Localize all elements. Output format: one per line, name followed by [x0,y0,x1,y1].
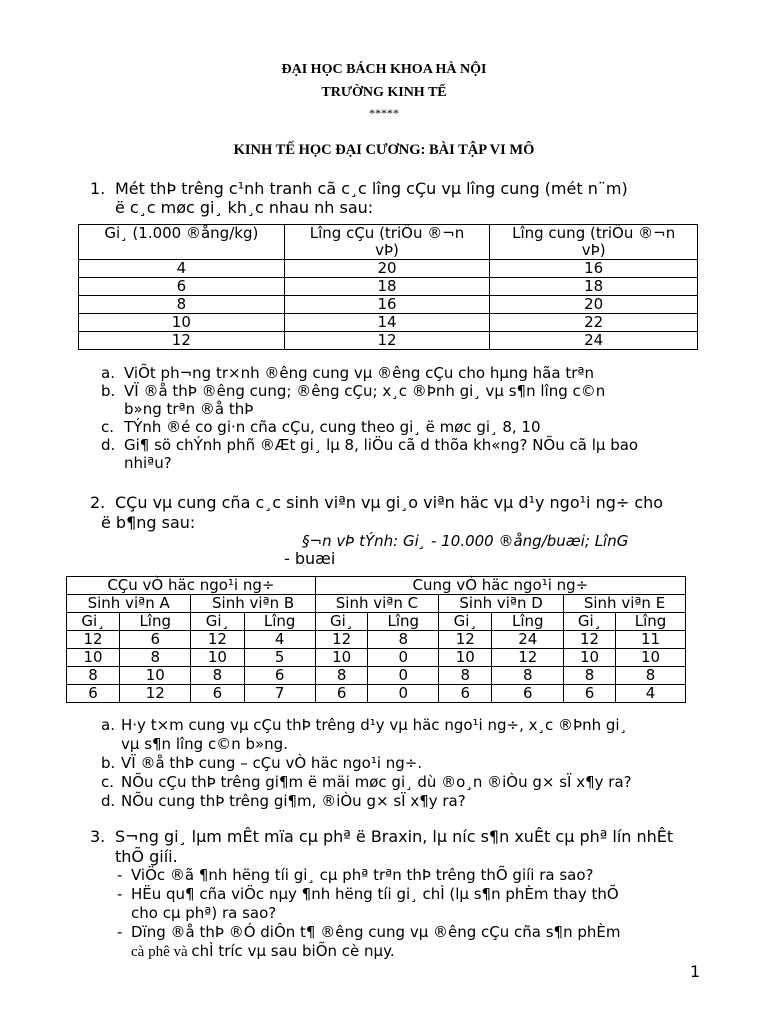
table-cell: 18 [284,278,490,296]
table-row [67,631,686,649]
q2-group-header: Cung vÒ häc ngo¹i ng÷ [315,577,685,595]
q2-table [66,576,686,703]
table-cell: 8 [492,667,564,685]
table-cell: 6 [492,685,564,703]
part-text: nhiªu? [124,454,172,472]
q1-table-header-cell [79,225,285,260]
q2-group-header: CÇu vÒ häc ngo¹i ng÷ [67,577,316,595]
table-cell: 6 [79,278,285,296]
table-cell: 0 [368,667,439,685]
table-cell: 4 [616,685,686,703]
part-label: d. [101,436,116,454]
page-number: 1 [690,962,701,981]
table-cell: 0 [368,649,439,667]
part-text: b»ng trªn ®å thÞ [124,400,254,418]
table-row [67,667,686,685]
q2-line2: ë b¶ng sau: [101,513,196,532]
table-cell: 8 [616,667,686,685]
table-cell: 20 [284,260,490,278]
table-cell: 20 [490,296,698,314]
table-cell: 0 [368,685,439,703]
table-cell: 16 [490,260,698,278]
q2-sub-header: Lîng [120,613,191,631]
bullet-text: cho cµ phª) ra sao? [131,904,277,922]
table-cell: 8 [67,667,120,685]
table-row [67,649,686,667]
table-cell: 10 [616,649,686,667]
table-cell: 16 [284,296,490,314]
part-text: NÕu cÇu thÞ trêng gi¶m ë mäi møc gi¸ dù ®o¸n ®iÒu g× sÏ x¶y ra? [121,773,632,791]
q1-header-text: vÞ) [581,241,606,259]
q1-header-text: Lîng cung (triÖu ®¬n [512,224,676,242]
table-cell: 14 [284,314,490,332]
q3-line1: S¬ng gi¸ lµm mÊt mïa cµ phª ë Braxin, lµ níc s¶n xuÊt cµ phª lín nhÊt [115,827,674,846]
bullet-text: ViÖc ®ã ¶nh hëng tíi gi¸ cµ phª trªn thÞ trêng thÕ giíi ra sao? [131,866,594,884]
table-cell: 8 [120,649,191,667]
table-cell: 12 [315,631,368,649]
table-cell: 12 [120,685,191,703]
table-cell: 8 [315,667,368,685]
q2-student-header: Sinh viªn E [564,595,686,613]
q2-sub-header: Gi¸ [191,613,244,631]
bullet-mark: - [117,885,123,903]
table-cell: 10 [120,667,191,685]
university-name: ĐẠI HỌC BÁCH KHOA HÀ NỘI [281,62,487,77]
part-text: vµ s¶n lîng c©n b»ng. [121,735,288,753]
table-cell: 12 [284,332,490,350]
q2-number: 2. [90,493,106,512]
q1-number: 1. [90,179,106,198]
table-cell: 7 [244,685,315,703]
q1-table-header-cell [284,225,490,260]
part-label: a. [101,364,115,382]
q1-header-text: vÞ) [375,241,399,259]
q2-sub-header-row [67,613,686,631]
q1-line2: ë c¸c møc gi¸ kh¸c nhau nh sau: [115,198,374,217]
part-label: d. [101,792,116,810]
q2-sub-header: Lîng [492,613,564,631]
q1-header-text: Gi¸ (1.000 ®ång/kg) [104,224,259,242]
q2-line1: CÇu vµ cung cña c¸c sinh viªn vµ gi¸o viªn häc vµ d¹y ngo¹i ng÷ cho [115,493,664,512]
q2-sub-header: Gi¸ [439,613,492,631]
part-label: c. [101,773,115,791]
part-label: c. [101,418,115,436]
bullet-mark: - [117,923,123,941]
q1-header-text: Lîng cÇu (triÖu ®¬n [309,224,465,242]
q2-student-header: Sinh viªn D [439,595,564,613]
table-cell: 8 [564,667,616,685]
q2-sub-header: Gi¸ [67,613,120,631]
table-cell: 12 [67,631,120,649]
table-cell: 10 [79,314,285,332]
table-cell: 10 [439,649,492,667]
table-cell: 11 [616,631,686,649]
part-text: H·y t×m cung vµ cÇu thÞ trêng d¹y vµ häc ngo¹i ng÷, x¸c ®Þnh gi¸ [121,716,628,734]
table-row [79,314,698,332]
q1-table [78,224,698,350]
part-text: TÝnh ®é co gi·n cña cÇu, cung theo gi¸ ë møc gi¸ 8, 10 [124,418,541,436]
q3-number: 3. [90,827,106,846]
table-row [79,332,698,350]
q1-table-header-row [79,225,698,260]
table-cell: 5 [244,649,315,667]
part-label: b. [101,754,116,772]
table-cell: 6 [191,685,244,703]
q3-line2: thÕ giíi. [115,847,178,866]
table-cell: 4 [79,260,285,278]
q2-unit-line1: §¬n vÞ tÝnh: Gi¸ - 10.000 ®ång/buæi; LînG [302,532,629,550]
table-row [79,296,698,314]
part-label: b. [101,382,116,400]
table-cell: 12 [79,332,285,350]
table-cell: 10 [191,649,244,667]
q2-sub-header: Lîng [368,613,439,631]
table-cell: 8 [439,667,492,685]
q2-unit-line2: - buæi [284,549,336,568]
table-cell: 12 [191,631,244,649]
table-cell: 6 [315,685,368,703]
part-text: Gi¶ sö chÝnh phñ ®Æt gi¸ lµ 8, liÖu cã d thõa kh«ng? NÕu cã lµ bao [124,436,639,454]
table-cell: 8 [79,296,285,314]
table-cell: 6 [439,685,492,703]
course-title: KINH TẾ HỌC ĐẠI CƯƠNG: BÀI TẬP VI MÔ [233,142,535,158]
table-cell: 6 [244,667,315,685]
table-cell: 8 [368,631,439,649]
table-cell: 24 [492,631,564,649]
table-cell: 8 [191,667,244,685]
q2-sub-header: Lîng [244,613,315,631]
part-text: NÕu cung thÞ trêng gi¶m, ®iÒu g× sÏ x¶y ra? [121,792,466,810]
table-row [79,260,698,278]
bullet-mark: - [117,866,123,884]
table-cell: 4 [244,631,315,649]
header-stars: ***** [369,106,399,120]
table-cell: 6 [120,631,191,649]
q2-student-header: Sinh viªn C [315,595,438,613]
q2-group-header-row [67,577,686,595]
q2-sub-header: Lîng [616,613,686,631]
table-cell: 24 [490,332,698,350]
q2-sub-header: Gi¸ [564,613,616,631]
table-cell: 22 [490,314,698,332]
bullet-text: Dïng ®å thÞ ®Ó diÔn t¶ ®êng cung vµ ®êng cÇu cña s¶n phÈm [131,923,621,941]
serif-prefix: cà phê và [131,944,192,960]
bullet-rest: chÌ tríc vµ sau biÕn cè nµy. [191,942,395,960]
table-row [67,685,686,703]
table-cell: 18 [490,278,698,296]
part-text: ViÕt ph¬ng tr×nh ®êng cung vµ ®êng cÇu cho hµng hãa trªn [124,364,594,382]
table-cell: 12 [564,631,616,649]
bullet-text: HËu qu¶ cña viÖc nµy ¶nh hëng tíi gi¸ chÌ (lµ s¶n phÈm thay thÕ [131,885,619,903]
table-cell: 10 [67,649,120,667]
school-name: TRƯỜNG KINH TẾ [321,85,447,100]
table-cell: 10 [564,649,616,667]
bullet-text-last [131,942,395,961]
table-cell: 12 [439,631,492,649]
q2-student-header: Sinh viªn B [191,595,315,613]
table-row [79,278,698,296]
part-label: a. [101,716,115,734]
part-text: VÏ ®å thÞ cung – cÇu vÒ häc ngo¹i ng÷. [121,754,423,772]
q2-student-header: Sinh viªn A [67,595,191,613]
table-cell: 6 [67,685,120,703]
q1-line1: Mét thÞ trêng c¹nh tranh cã c¸c lîng cÇu vµ lîng cung (mét n¨m) [115,179,628,198]
table-cell: 10 [315,649,368,667]
q1-table-header-cell [490,225,698,260]
q2-sub-header: Gi¸ [315,613,368,631]
part-text: VÏ ®å thÞ ®êng cung; ®êng cÇu; x¸c ®Þnh gi¸ vµ s¶n lîng c©n [124,382,606,400]
table-cell: 6 [564,685,616,703]
table-cell: 12 [492,649,564,667]
q2-student-row [67,595,686,613]
